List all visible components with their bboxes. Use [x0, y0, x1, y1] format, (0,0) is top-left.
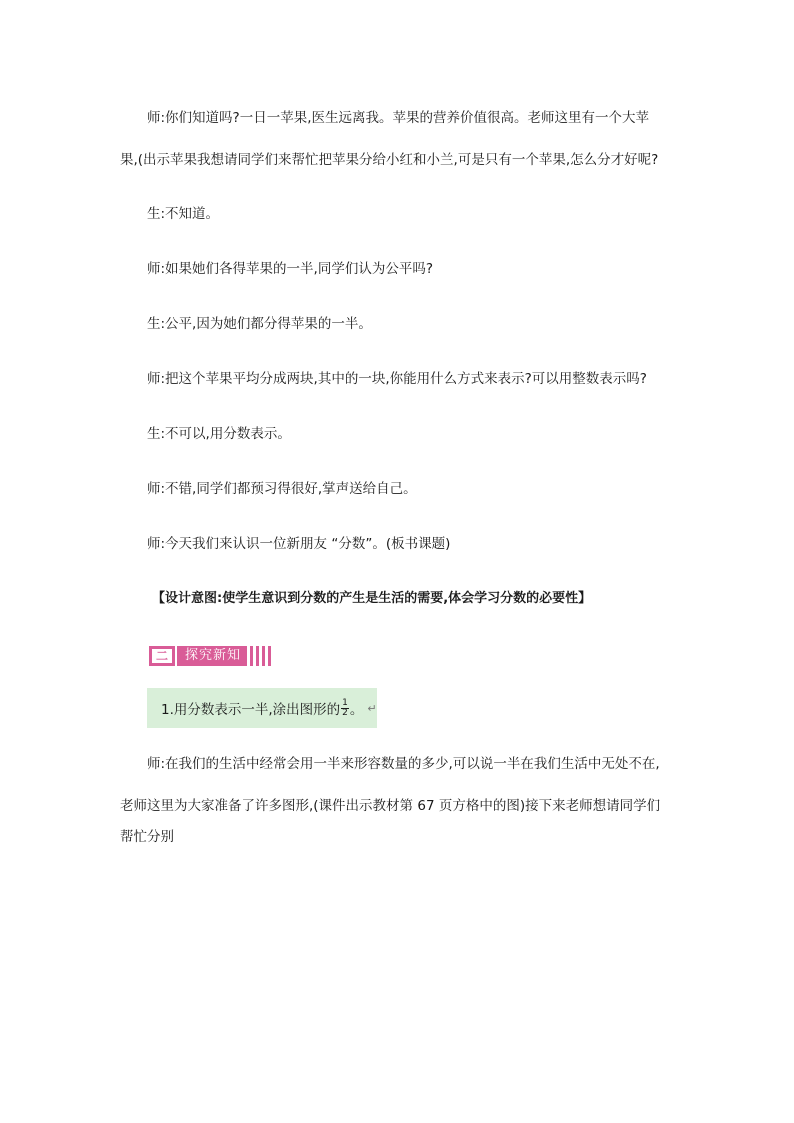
dialogue-line-1: 师:你们知道吗?一日一苹果,医生远离我。苹果的营养价值很高。老师这里有一个大苹 [147, 110, 650, 126]
section-title: 探究新知 [175, 646, 247, 666]
fraction-numerator: 1 [342, 697, 348, 708]
section-number-badge [149, 646, 175, 666]
continuation-line-3: 帮忙分别 [120, 829, 174, 845]
dialogue-line-5: 生:公平,因为她们都分得苹果的一半。 [147, 316, 372, 332]
task-box [147, 688, 377, 728]
section-number: 二 [152, 649, 172, 663]
section-decor-stripes [247, 646, 271, 666]
dialogue-line-4: 师:如果她们各得苹果的一半,同学们认为公平吗? [147, 261, 434, 277]
dialogue-line-7: 生:不可以,用分数表示。 [147, 426, 291, 442]
continuation-line-1: 师:在我们的生活中经常会用一半来形容数量的多少,可以说一半在我们生活中无处不在, [147, 756, 660, 772]
fraction-denominator: 2 [342, 707, 348, 718]
fraction-one-half [341, 699, 349, 718]
task-text: 1.用分数表示一半,涂出图形的 [161, 702, 341, 718]
dialogue-line-8: 师:不错,同学们都预习得很好,掌声送给自己。 [147, 481, 417, 497]
paragraph-return-mark: ↵ [367, 701, 377, 715]
dialogue-line-9: 师:今天我们来认识一位新朋友 “分数”。(板书课题) [147, 536, 451, 552]
section-header [149, 646, 299, 666]
dialogue-line-6: 师:把这个苹果平均分成两块,其中的一块,你能用什么方式来表示?可以用整数表示吗? [147, 371, 647, 387]
dialogue-line-2: 果,(出示苹果我想请同学们来帮忙把苹果分给小红和小兰,可是只有一个苹果,怎么分才好呢? [120, 152, 659, 168]
design-intent-note: 【设计意图:使学生意识到分数的产生是生活的需要,体会学习分数的必要性】 [152, 591, 592, 606]
task-suffix: 。 [349, 702, 364, 718]
continuation-line-2: 老师这里为大家准备了许多图形,(课件出示教材第 67 页方格中的图)接下来老师想请同学们 [120, 798, 661, 814]
dialogue-line-3: 生:不知道。 [147, 206, 220, 222]
